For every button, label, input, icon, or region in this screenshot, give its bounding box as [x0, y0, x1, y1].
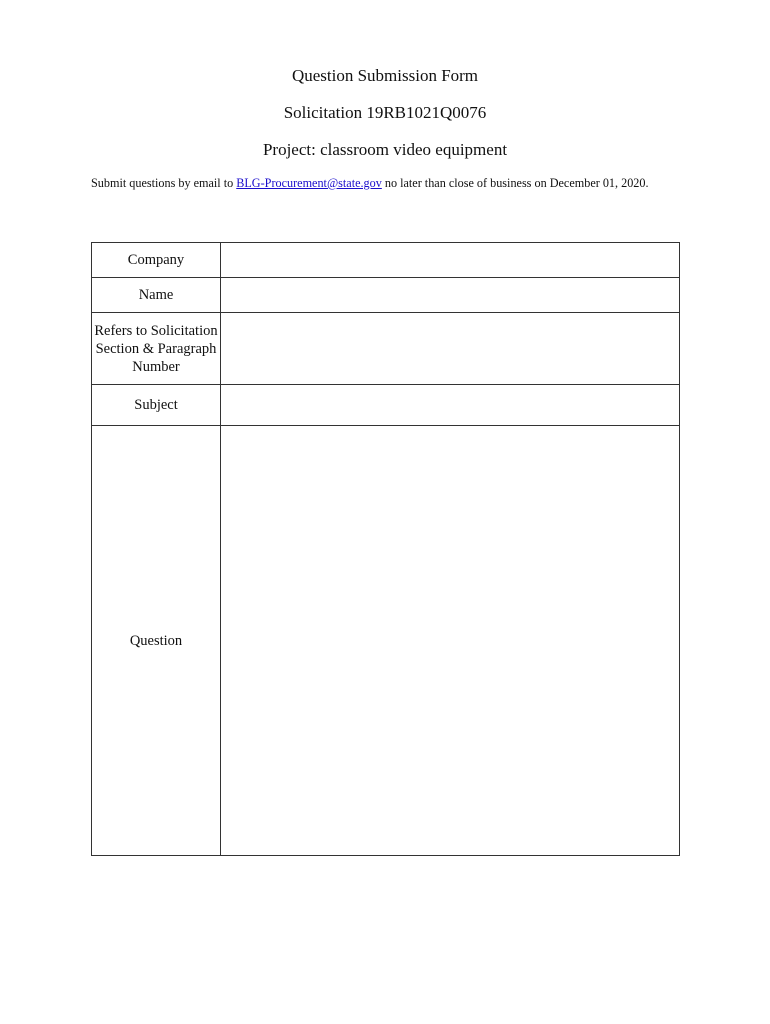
email-link[interactable]: BLG-Procurement@state.gov [236, 176, 382, 190]
table-row [92, 278, 680, 313]
table-row [92, 385, 680, 426]
table-row [92, 313, 680, 385]
solicitation-number: Solicitation 19RB1021Q0076 [283, 103, 487, 122]
table-row [92, 243, 680, 278]
instructions-suffix: no later than close of business on December 01, 2020. [384, 176, 649, 190]
form-title: Question Submission Form [291, 66, 479, 85]
section-reference-label: Refers to Solicitation Section & Paragraph Number [92, 313, 221, 385]
table-row [92, 426, 680, 856]
subject-label: Subject [92, 385, 221, 426]
company-field[interactable] [221, 243, 680, 278]
subject-field[interactable] [221, 385, 680, 426]
submission-instructions [91, 175, 691, 191]
name-field[interactable] [221, 278, 680, 313]
name-label: Name [92, 278, 221, 313]
project-name: Project: classroom video equipment [262, 140, 508, 159]
question-form-table [91, 242, 680, 856]
instructions-prefix: Submit questions by email to [91, 176, 234, 190]
question-label: Question [92, 426, 221, 856]
question-field[interactable] [221, 426, 680, 856]
company-label: Company [92, 243, 221, 278]
section-reference-field[interactable] [221, 313, 680, 385]
